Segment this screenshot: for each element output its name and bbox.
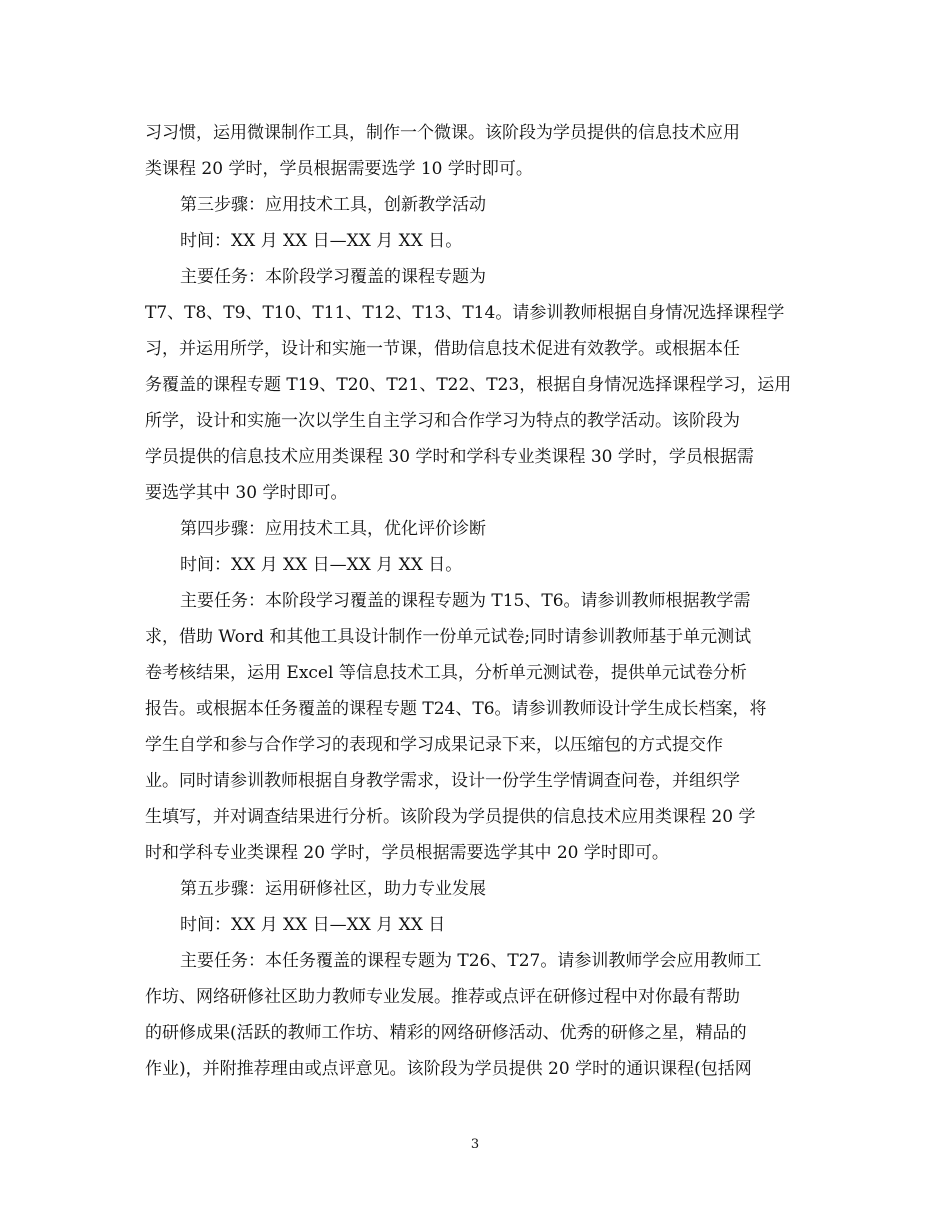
task-line: 主要任务：本阶段学习覆盖的课程专题为 T15、T6。请参训教师根据教学需	[180, 591, 751, 611]
time-line: 时间：XX 月 XX 日—XX 月 XX 日	[180, 915, 446, 935]
time-line: 时间：XX 月 XX 日—XX 月 XX 日。	[180, 231, 463, 251]
paragraph-line: 务覆盖的课程专题 T19、T20、T21、T22、T23，根据自身情况选择课程学习，运用	[145, 375, 792, 395]
paragraph-line: 业。同时请参训教师根据自身教学需求，设计一份学生学情调查问卷，并组织学	[145, 771, 740, 791]
task-line: 主要任务：本任务覆盖的课程专题为 T26、T27。请参训教师学会应用教师工	[180, 951, 762, 971]
paragraph-line: 要选学其中 30 学时即可。	[145, 483, 348, 503]
step-heading: 第三步骤：应用技术工具，创新教学活动	[180, 195, 486, 215]
step-heading: 第五步骤：运用研修社区，助力专业发展	[180, 879, 486, 899]
paragraph-line: 生填写，并对调查结果进行分析。该阶段为学员提供的信息技术应用类课程 20 学	[145, 807, 756, 827]
paragraph-line: 作业)，并附推荐理由或点评意见。该阶段为学员提供 20 学时的通识课程(包括网	[145, 1059, 752, 1079]
paragraph-line: 所学，设计和实施一次以学生自主学习和合作学习为特点的教学活动。该阶段为	[145, 411, 740, 431]
paragraph-line: 卷考核结果，运用 Excel 等信息技术工具，分析单元测试卷，提供单元试卷分析	[145, 663, 747, 683]
paragraph-line: 的研修成果(活跃的教师工作坊、精彩的网络研修活动、优秀的研修之星，精品的	[145, 1023, 747, 1043]
step-heading: 第四步骤：应用技术工具，优化评价诊断	[180, 519, 486, 539]
paragraph-line: 时和学科专业类课程 20 学时，学员根据需要选学其中 20 学时即可。	[145, 843, 669, 863]
page-number: 3	[470, 1137, 480, 1152]
task-line: 主要任务：本阶段学习覆盖的课程专题为	[180, 267, 486, 287]
paragraph-line: 习习惯，运用微课制作工具，制作一个微课。该阶段为学员提供的信息技术应用	[145, 123, 740, 143]
time-line: 时间：XX 月 XX 日—XX 月 XX 日。	[180, 555, 463, 575]
paragraph-line: 习，并运用所学，设计和实施一节课，借助信息技术促进有效教学。或根据本任	[145, 339, 740, 359]
paragraph-line: 报告。或根据本任务覆盖的课程专题 T24、T6。请参训教师设计学生成长档案，将	[145, 699, 767, 719]
paragraph-line: 求，借助 Word 和其他工具设计制作一份单元试卷;同时请参训教师基于单元测试	[145, 627, 752, 647]
paragraph-line: 类课程 20 学时，学员根据需要选学 10 学时即可。	[145, 159, 533, 179]
paragraph-line: 作坊、网络研修社区助力教师专业发展。推荐或点评在研修过程中对你最有帮助	[145, 987, 740, 1007]
paragraph-line: T7、T8、T9、T10、T11、T12、T13、T14。请参训教师根据自身情况选择课程学	[145, 303, 785, 323]
paragraph-line: 学生自学和参与合作学习的表现和学习成果记录下来，以压缩包的方式提交作	[145, 735, 723, 755]
paragraph-line: 学员提供的信息技术应用类课程 30 学时和学科专业类课程 30 学时，学员根据需	[145, 447, 754, 467]
